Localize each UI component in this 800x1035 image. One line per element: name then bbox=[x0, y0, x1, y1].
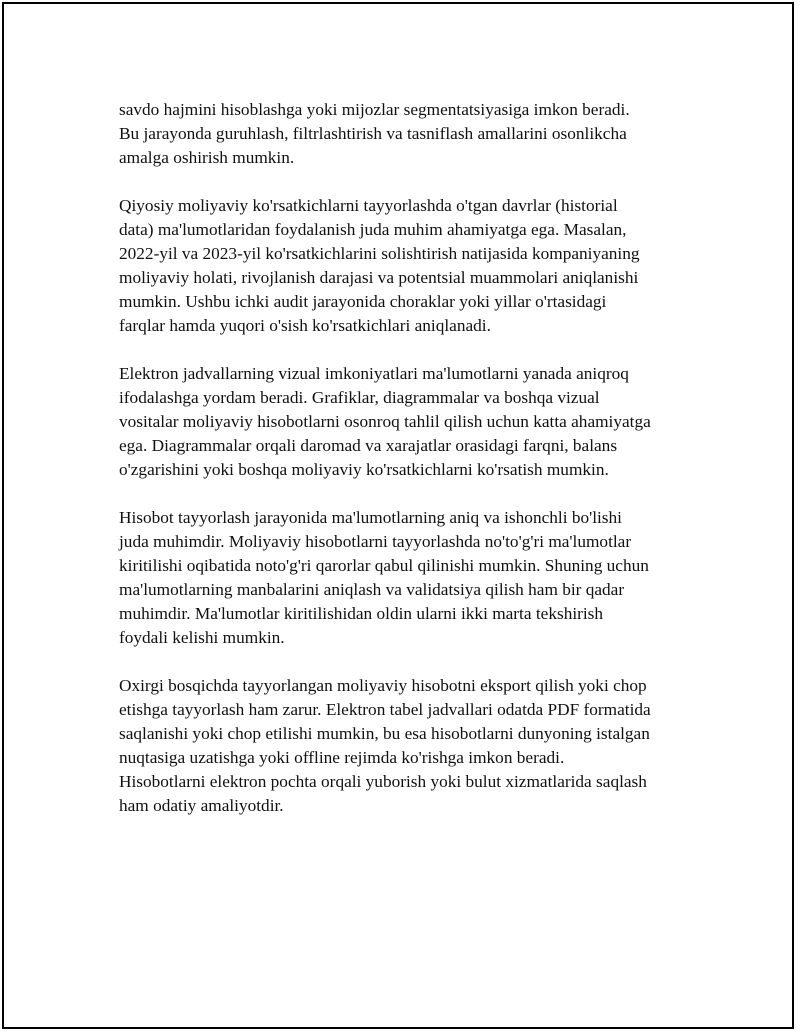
text-line: muhimdir. Ma'lumotlar kiritilishidan oldin ularni ikki marta tekshirish bbox=[119, 604, 604, 623]
document-page bbox=[2, 2, 794, 1029]
text-line: Bu jarayonda guruhlash, filtrlashtirish va tasniflash amallarini osonlikcha bbox=[119, 124, 627, 143]
text-line: farqlar hamda yuqori o'sish ko'rsatkichlari aniqlanadi. bbox=[119, 316, 491, 335]
text-line: Oxirgi bosqichda tayyorlangan moliyaviy hisobotni eksport qilish yoki chop bbox=[119, 676, 647, 695]
text-line: ega. Diagrammalar orqali daromad va xarajatlar orasidagi farqni, balans bbox=[119, 436, 618, 455]
text-line: saqlanishi yoki chop etilishi mumkin, bu esa hisobotlarni dunyoning istalgan bbox=[119, 724, 650, 743]
paragraph bbox=[119, 506, 699, 650]
text-line: savdo hajmini hisoblashga yoki mijozlar segmentatsiyasiga imkon beradi. bbox=[119, 100, 630, 119]
text-line: ifodalashga yordam beradi. Grafiklar, diagrammalar va boshqa vizual bbox=[119, 388, 600, 407]
text-line: mumkin. Ushbu ichki audit jarayonida choraklar yoki yillar o'rtasidagi bbox=[119, 292, 607, 311]
document-body bbox=[119, 98, 699, 842]
text-line: data) ma'lumotlaridan foydalanish juda muhim ahamiyatga ega. Masalan, bbox=[119, 220, 627, 239]
text-line: Elektron jadvallarning vizual imkoniyatlari ma'lumotlarni yanada aniqroq bbox=[119, 364, 629, 383]
text-line: foydali kelishi mumkin. bbox=[119, 628, 285, 647]
paragraph bbox=[119, 362, 699, 482]
text-line: Hisobot tayyorlash jarayonida ma'lumotlarning aniq va ishonchli bo'lishi bbox=[119, 508, 622, 527]
text-line: kiritilishi oqibatida noto'g'ri qarorlar qabul qilinishi mumkin. Shuning uchun bbox=[119, 556, 649, 575]
paragraph bbox=[119, 674, 699, 818]
text-line: vositalar moliyaviy hisobotlarni osonroq tahlil qilish uchun katta ahamiyatga bbox=[119, 412, 651, 431]
text-line: o'zgarishini yoki boshqa moliyaviy ko'rsatkichlarni ko'rsatish mumkin. bbox=[119, 460, 609, 479]
text-line: ham odatiy amaliyotdir. bbox=[119, 796, 284, 815]
text-line: Hisobotlarni elektron pochta orqali yuborish yoki bulut xizmatlarida saqlash bbox=[119, 772, 647, 791]
text-line: juda muhimdir. Moliyaviy hisobotlarni tayyorlashda no'to'g'ri ma'lumotlar bbox=[119, 532, 632, 551]
text-line: amalga oshirish mumkin. bbox=[119, 148, 295, 167]
text-line: moliyaviy holati, rivojlanish darajasi va potentsial muammolari aniqlanishi bbox=[119, 268, 639, 287]
text-line: nuqtasiga uzatishga yoki offline rejimda ko'rishga imkon beradi. bbox=[119, 748, 565, 767]
paragraph bbox=[119, 98, 699, 170]
text-line: etishga tayyorlash ham zarur. Elektron tabel jadvallari odatda PDF formatida bbox=[119, 700, 651, 719]
paragraph bbox=[119, 194, 699, 338]
text-line: Qiyosiy moliyaviy ko'rsatkichlarni tayyorlashda o'tgan davrlar (historial bbox=[119, 196, 618, 215]
text-line: 2022-yil va 2023-yil ko'rsatkichlarini solishtirish natijasida kompaniyaning bbox=[119, 244, 640, 263]
text-line: ma'lumotlarning manbalarini aniqlash va validatsiya qilish ham bir qadar bbox=[119, 580, 625, 599]
